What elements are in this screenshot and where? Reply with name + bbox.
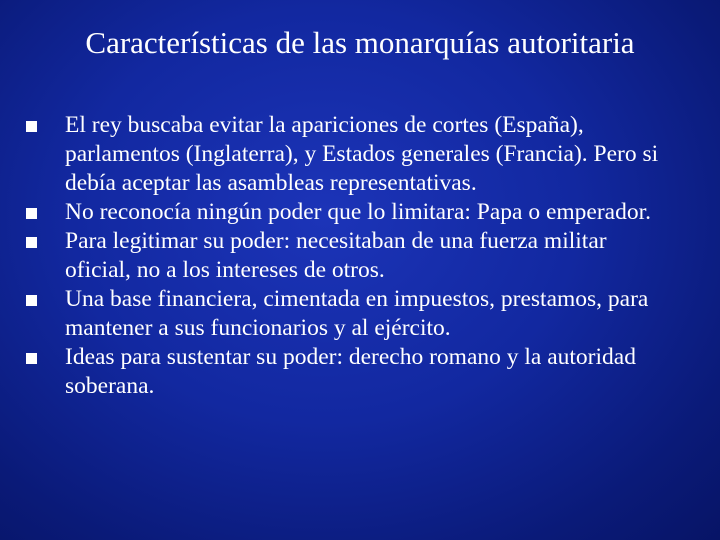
bullet-text: No reconocía ningún poder que lo limitara: Papa o emperador. <box>65 199 652 225</box>
square-bullet-icon <box>26 295 37 306</box>
bullet-list <box>26 111 666 401</box>
bullet-item <box>26 227 666 285</box>
bullet-item <box>26 285 666 343</box>
bullet-text: El rey buscaba evitar la apariciones de cortes (España), parlamentos (Inglaterra), y Estados generales (Francia). Pero si debía aceptar las asambleas representativas. <box>65 112 659 196</box>
bullet-text: Para legitimar su poder: necesitaban de una fuerza militar oficial, no a los intereses de otros. <box>65 228 607 283</box>
square-bullet-icon <box>26 121 37 132</box>
square-bullet-icon <box>26 353 37 364</box>
bullet-item <box>26 343 666 401</box>
bullet-text: Una base financiera, cimentada en impuestos, prestamos, para mantener a sus funcionarios y al ejército. <box>65 286 649 341</box>
square-bullet-icon <box>26 237 37 248</box>
bullet-item <box>26 111 666 198</box>
square-bullet-icon <box>26 208 37 219</box>
bullet-item <box>26 198 666 227</box>
slide-title: Características de las monarquías autoritaria <box>85 25 635 60</box>
bullet-text: Ideas para sustentar su poder: derecho romano y la autoridad soberana. <box>65 344 636 399</box>
